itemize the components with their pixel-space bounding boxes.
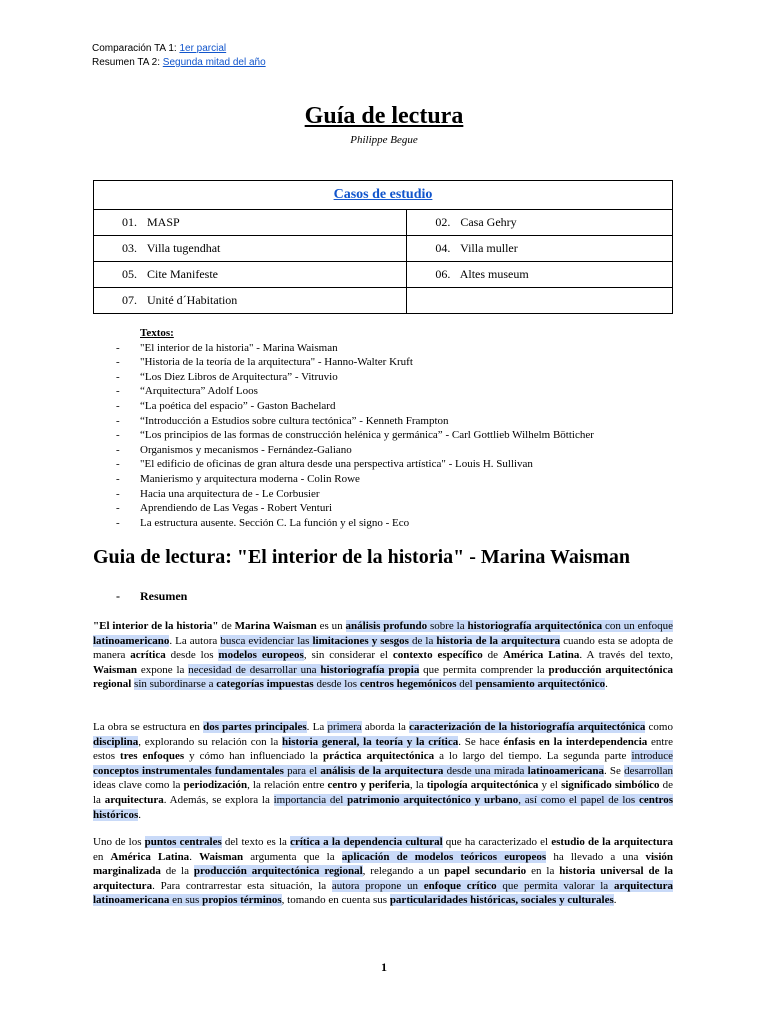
- text-run: disciplina: [93, 735, 139, 748]
- list-item: [116, 487, 594, 502]
- text-run: .: [605, 678, 608, 691]
- case-studies-table: [93, 180, 673, 314]
- list-bullet: -: [116, 516, 120, 529]
- text-run: . Se hace: [458, 735, 504, 748]
- table-row: [94, 210, 673, 236]
- text-run: para el: [283, 764, 321, 777]
- table-cell: [94, 262, 407, 288]
- text-run: tipología arquitectónica: [426, 779, 539, 792]
- list-item-text: "El interior de la historia" - Marina Waisman: [140, 341, 338, 354]
- header-link-row: [92, 56, 266, 70]
- text-run: patrimonio arquitectónico y urbano: [347, 793, 519, 806]
- list-bullet: -: [116, 589, 120, 603]
- link-segunda-mitad[interactable]: Segunda mitad del año: [162, 57, 266, 68]
- list-bullet: -: [116, 487, 120, 500]
- list-item: [116, 516, 594, 531]
- case-name: Altes museum: [459, 267, 529, 281]
- text-run: historia de la arquitectura: [436, 634, 561, 647]
- list-bullet: -: [116, 356, 120, 369]
- text-run: entre estos: [93, 735, 673, 763]
- text-run: latinoamericana: [527, 764, 604, 777]
- case-name: Villa tugendhat: [146, 241, 221, 255]
- list-item-text: Manierismo y arquitectura moderna - Colin Rowe: [140, 472, 360, 485]
- list-bullet: -: [116, 443, 120, 456]
- text-run: de la: [408, 634, 437, 647]
- case-name: Villa muller: [460, 241, 518, 255]
- header-links: [92, 42, 266, 70]
- text-run: .: [138, 808, 141, 821]
- case-number: 06.: [435, 267, 451, 281]
- text-run: historia universal de la arquitectura: [93, 865, 673, 892]
- list-bullet: -: [116, 472, 120, 485]
- text-run: conceptos instrumentales fundamentales: [93, 764, 284, 777]
- text-run: visión marginalizada: [93, 850, 674, 878]
- list-item-text: “Los Diez Libros de Arquitectura” - Vitruvio: [140, 370, 338, 383]
- list-item-text: “Los principios de las formas de construcción helénica y germánica” - Carl Gottlieb Wilhelm Bötticher: [140, 429, 594, 442]
- text-run: papel secundario: [444, 865, 527, 878]
- text-run: arquitectura: [104, 793, 164, 806]
- document-title: Guía de lectura: [304, 103, 464, 129]
- text-run: desde los: [165, 649, 219, 662]
- text-run: acrítica: [130, 649, 166, 662]
- case-number: 07.: [122, 293, 137, 307]
- table-header-cell: [94, 181, 673, 210]
- text-run: práctica arquitectónica: [322, 750, 435, 763]
- text-run: significado simbólico: [561, 779, 660, 792]
- case-number: 05.: [122, 267, 137, 281]
- table-cell: [94, 236, 407, 262]
- texts-list: [116, 326, 594, 530]
- case-number: 03.: [122, 241, 137, 255]
- summary-paragraph-3: [93, 835, 673, 908]
- text-run: aborda la: [361, 721, 410, 733]
- text-run: .: [613, 894, 617, 907]
- list-item: [116, 457, 594, 472]
- text-run: propios términos: [202, 894, 282, 907]
- text-run: , la relación entre: [247, 779, 328, 792]
- text-run: sin subordinarse a: [134, 678, 217, 691]
- text-run: , tomando en cuenta sus: [281, 894, 390, 907]
- case-name: Casa Gehry: [460, 215, 517, 229]
- text-run: arquitectura latinoamericana: [93, 879, 674, 907]
- text-run: en: [93, 850, 111, 863]
- case-name: MASP: [147, 215, 180, 229]
- text-run: producción arquitectónica regional: [93, 663, 673, 691]
- text-run: Uno de los: [93, 836, 145, 848]
- text-run: enfoque crítico: [423, 879, 497, 892]
- text-run: , relegando a un: [362, 865, 445, 878]
- document-author: Philippe Begue: [350, 134, 418, 146]
- list-bullet: -: [116, 399, 120, 412]
- text-run: desde los: [313, 678, 360, 691]
- text-run: particularidades históricas, sociales y culturales: [389, 894, 614, 907]
- header-link-prefix: Resumen TA 2:: [92, 57, 163, 68]
- table-header-row: [94, 181, 673, 210]
- text-run: . A través del texto,: [579, 649, 674, 662]
- list-item: [116, 341, 594, 356]
- texts-items: [116, 341, 594, 531]
- text-run: es un: [316, 620, 346, 632]
- text-run: . La autora: [169, 634, 221, 647]
- text-run: dos partes principales: [203, 721, 307, 733]
- case-number: 04.: [435, 241, 451, 255]
- table-row: [94, 288, 673, 314]
- list-item-text: “Introducción a Estudios sobre cultura tectónica” - Kenneth Frampton: [140, 414, 449, 427]
- link-1er-parcial[interactable]: 1er parcial: [179, 43, 227, 54]
- text-run: en la: [526, 865, 560, 878]
- text-run: , así como el papel de los: [518, 793, 639, 806]
- list-item: [116, 370, 594, 385]
- text-run: importancia del: [273, 793, 348, 806]
- table-cell-empty: [407, 288, 673, 314]
- list-item-text: Hacia una arquitectura de - Le Corbusier: [140, 487, 320, 500]
- text-run: América Latina: [110, 850, 190, 863]
- list-item-text: "Historia de la teoría de la arquitectura" - Hanno-Walter Kruft: [140, 356, 413, 369]
- list-item-text: “La poética del espacio” - Gaston Bachelard: [140, 399, 336, 412]
- list-item: [116, 384, 594, 399]
- table-row: [94, 236, 673, 262]
- text-run: sobre la: [427, 620, 468, 632]
- text-run: categorías impuestas: [216, 678, 314, 691]
- list-item: [116, 399, 594, 414]
- list-item-text: Aprendiendo de Las Vegas - Robert Venturi: [140, 502, 333, 515]
- text-run: autora propone un: [331, 879, 424, 892]
- text-run: limitaciones y sesgos: [312, 634, 409, 647]
- text-run: de la: [160, 865, 194, 878]
- list-bullet: -: [116, 502, 120, 515]
- text-run: argumenta que la: [243, 850, 342, 863]
- text-run: caracterización de la historiografía arquitectónica: [409, 721, 646, 733]
- text-run: con un enfoque: [602, 620, 674, 632]
- text-run: y el: [538, 779, 562, 792]
- text-run: Waisman: [199, 850, 244, 863]
- table-cell: [407, 262, 673, 288]
- text-run: La obra se estructura en: [93, 721, 204, 733]
- text-run: del texto es la: [221, 836, 291, 848]
- text-run: centros hegemónicos: [359, 678, 457, 691]
- text-run: , explorando su relación con la: [138, 735, 283, 748]
- summary-paragraph-1: [93, 619, 673, 692]
- text-run: América Latina: [502, 649, 580, 662]
- text-run: . Se: [604, 764, 625, 777]
- text-run: a lo largo del tiempo. La segunda parte: [434, 750, 632, 763]
- page-number: 1: [381, 960, 387, 974]
- text-run: "El interior de la historia": [93, 620, 219, 632]
- text-run: de: [218, 620, 235, 632]
- text-run: estudio de la arquitectura: [551, 836, 673, 848]
- list-bullet: -: [116, 429, 120, 442]
- text-run: énfasis en la interdependencia: [503, 735, 648, 748]
- text-run: periodización: [183, 779, 248, 792]
- list-item: [116, 428, 594, 443]
- text-run: , sin considerar el: [303, 649, 393, 662]
- text-run: que ha caracterizado el: [442, 836, 552, 848]
- list-item: [116, 443, 594, 458]
- section-title: Guia de lectura: "El interior de la historia" - Marina Waisman: [93, 546, 631, 568]
- text-run: latinoamericano: [93, 634, 170, 647]
- text-run: ha llevado a una: [546, 850, 646, 863]
- text-run: análisis profundo: [345, 620, 428, 632]
- table-cell: [407, 210, 673, 236]
- case-studies-link[interactable]: Casos de estudio: [333, 187, 433, 202]
- case-name: Unité d´Habitation: [147, 293, 238, 307]
- text-run: de: [482, 649, 503, 662]
- text-run: puntos centrales: [144, 836, 222, 848]
- text-run: Marina Waisman: [234, 620, 317, 632]
- list-item-text: "El edificio de oficinas de gran altura desde una perspectiva artística" - Louis H. Sullivan: [140, 458, 533, 471]
- text-run: producción arquitectónica regional: [193, 865, 363, 878]
- list-bullet: -: [116, 414, 120, 427]
- list-item: [116, 472, 594, 487]
- resumen-heading: [116, 588, 187, 604]
- text-run: . Para contrarrestar esta situación, la: [152, 879, 332, 892]
- header-link-prefix: Comparación TA 1:: [92, 43, 180, 54]
- list-item: [116, 414, 594, 429]
- table-cell: [407, 236, 673, 262]
- table-row: [94, 262, 673, 288]
- list-bullet: -: [116, 370, 120, 383]
- text-run: como: [645, 721, 673, 733]
- table-cell: [94, 210, 407, 236]
- text-run: busca evidenciar las: [220, 634, 313, 647]
- texts-label: Textos:: [140, 327, 174, 339]
- text-run: desarrollan: [624, 764, 673, 777]
- text-run: primera: [327, 721, 362, 733]
- text-run: . La: [306, 721, 328, 733]
- text-run: , la: [409, 779, 427, 792]
- case-number: 01.: [122, 215, 137, 229]
- list-bullet: -: [116, 385, 120, 398]
- table-cell: [94, 288, 407, 314]
- text-run: pensamiento arquitectónico: [475, 678, 606, 691]
- list-item: [116, 355, 594, 370]
- text-run: Waisman: [93, 663, 138, 676]
- list-bullet: -: [116, 458, 120, 471]
- header-link-row: [92, 42, 266, 56]
- text-run: que permita valorar la: [496, 879, 614, 892]
- summary-paragraph-2: [93, 720, 673, 822]
- list-item-text: Organismos y mecanismos - Fernández-Galiano: [140, 443, 352, 456]
- text-run: historia general, la teoría y la crítica: [282, 735, 459, 748]
- text-run: tres enfoques: [120, 750, 185, 763]
- case-name: Cite Manifeste: [147, 267, 218, 281]
- list-item-text: “Arquitectura” Adolf Loos: [140, 385, 258, 398]
- text-run: introduce: [631, 750, 674, 763]
- text-run: historiografía arquitectónica: [467, 620, 603, 632]
- text-run: contexto específico: [392, 649, 483, 662]
- list-item-text: La estructura ausente. Sección C. La función y el signo - Eco: [140, 516, 410, 529]
- resumen-label: Resumen: [140, 589, 188, 603]
- text-run: expone la: [137, 663, 189, 676]
- text-run: .: [189, 850, 200, 863]
- text-run: en sus: [169, 894, 203, 907]
- text-run: que permita comprender la: [419, 663, 549, 676]
- text-run: ideas clave como la: [93, 779, 184, 792]
- text-run: historiografía propia: [320, 663, 420, 676]
- list-bullet: -: [116, 341, 120, 354]
- text-run: del: [456, 678, 476, 691]
- text-run: modelos europeos: [218, 649, 304, 662]
- text-run: centros históricos: [93, 793, 673, 821]
- text-run: cuando esta se adopta de manera: [93, 634, 674, 662]
- text-run: y cómo han influenciado la: [184, 750, 323, 763]
- text-run: centro y periferia: [327, 779, 410, 792]
- text-run: . Además, se explora la: [163, 793, 274, 806]
- text-run: necesidad de desarrollar una: [188, 663, 321, 676]
- text-run: aplicación de modelos teóricos europeos: [341, 850, 547, 863]
- text-run: de la: [93, 779, 673, 806]
- text-run: crítica a la dependencia cultural: [290, 836, 443, 848]
- list-item: [116, 501, 594, 516]
- case-number: 02.: [435, 215, 451, 229]
- text-run: desde una mirada: [443, 764, 528, 777]
- text-run: análisis de la arquitectura: [320, 764, 444, 777]
